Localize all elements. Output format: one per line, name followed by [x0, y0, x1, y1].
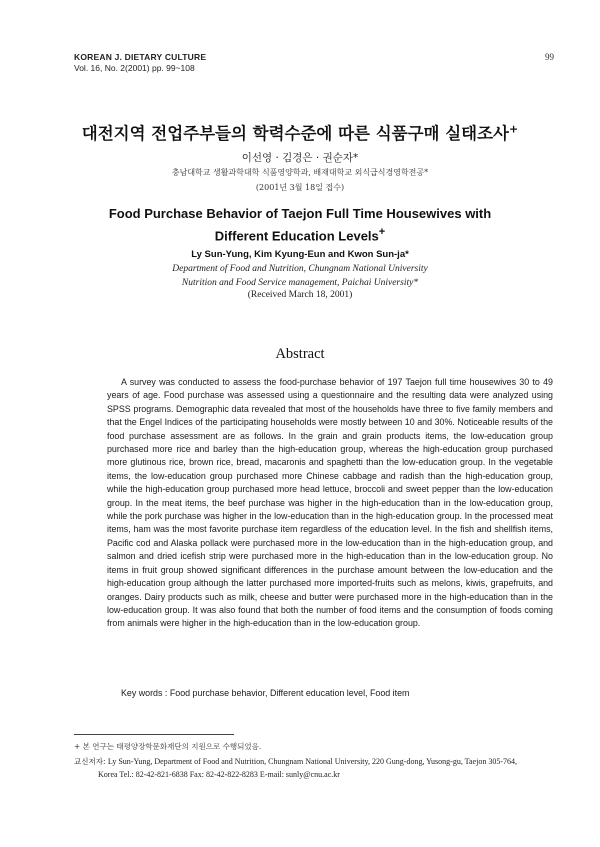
keywords	[121, 688, 561, 698]
journal-name: KOREAN J. DIETARY CULTURE	[74, 52, 207, 62]
corresponding-label: 교신저자:	[74, 757, 108, 766]
footnote-divider	[74, 734, 234, 735]
korean-affiliation: 충남대학교 생활과학대학 식품영양학과, 배재대학교 외식급식경영학전공*	[171, 168, 429, 177]
journal-header	[74, 52, 206, 74]
corresponding-line1-wrap	[74, 755, 564, 768]
funding-footnote: + 본 연구는 태평양장학문화재단의 지원으로 수행되었음.	[74, 742, 262, 751]
abstract-body: A survey was conducted to assess the food-purchase behavior of 197 Taejon full time housewives 30 to 49 years of age. Food purchase was assessed using a questionnaire and the resulting data were analyzed using SPSS programs. Demographic data revealed that most of the households have three to five family members and that the Engel Indices of the participating households were mostly between 10 and 30%. Noticeable results of the food purchase assessment are as follows. In the grain and grain products items, the low-education group purchased more rice and barley than the high-education group, whereas the high-education group purchased more glutinous rice, brown rice, bread, macaronis and spaghetti than the low-education group. In the vegetable items, the low-education group purchased more Chinese cabbage and radish than the high-education group, while the high-education group purchased more head lettuce, broccoli and sweet pepper than the low-education group. In the meat items, the beef purchase was higher in the high-education than in the low-education group, while the pork purchase was higher in the low-education than in the high-education group. In the processed meat items, ham was the most favorite purchase item regardless of the education level. In the fish and shellfish items, Pacific cod and Alaska pollack were purchased more in the low-education than in the high-education group, and salmon and dried icefish strip were purchased more in the high-education than in the low-education group. No items in fruit group showed significant differences in the purchase amount between the low-education and the high-education group although the latter purchased more imported-fruits such as melons, kiwis, grapefruits, and oranges. Dairy products such as milk, cheese and butter were purchased more in the high-education than in the low-education group. It was also found that both the number of food items and the consumption of foods coming from animals were higher in the high-education than in the low-education group.	[107, 377, 553, 629]
page-number: 99	[545, 52, 554, 62]
english-title-line1: Food Purchase Behavior of Taejon Full Time Housewives with	[108, 206, 492, 221]
english-affiliation-line2: Nutrition and Food Service management, Paichai University*	[181, 277, 419, 288]
english-affiliation	[0, 263, 600, 290]
corresponding-author-footnote	[74, 755, 564, 781]
korean-authors: 이선영 · 김경은 · 권순자*	[241, 152, 359, 164]
abstract-heading: Abstract	[275, 346, 325, 362]
korean-title-mark: +	[508, 122, 519, 136]
korean-received-date: (2001년 3월 18일 접수)	[255, 183, 345, 192]
corresponding-line1: Ly Sun-Yung, Department of Food and Nutrition, Chungnam National University, 220 Gung-dong, Yusong-gu, Taejon 305-764,	[107, 757, 517, 766]
english-title-line2-wrap	[0, 223, 600, 245]
english-title-line2: Different Education Levels	[214, 228, 379, 244]
keywords-label: Key words	[121, 688, 163, 698]
english-title	[0, 205, 600, 245]
english-title-mark: +	[378, 226, 386, 238]
keywords-value: : Food purchase behavior, Different education level, Food item	[162, 688, 410, 698]
korean-title	[0, 120, 600, 144]
english-received-date: (Received March 18, 2001)	[247, 290, 353, 300]
journal-volume: Vol. 16, No. 2(2001) pp. 99~108	[74, 63, 195, 73]
english-affiliation-line1: Department of Food and Nutrition, Chungnam National University	[172, 264, 428, 274]
corresponding-line2: Korea Tel.: 82-42-821-6838 Fax: 82-42-822-8283 E-mail: sunly@cnu.ac.kr	[98, 770, 340, 779]
korean-title-text: 대전지역 전업주부들의 학력수준에 따른 식품구매 실태조사	[81, 124, 509, 143]
english-authors: Ly Sun-Yung, Kim Kyung-Eun and Kwon Sun-ja*	[191, 249, 409, 260]
